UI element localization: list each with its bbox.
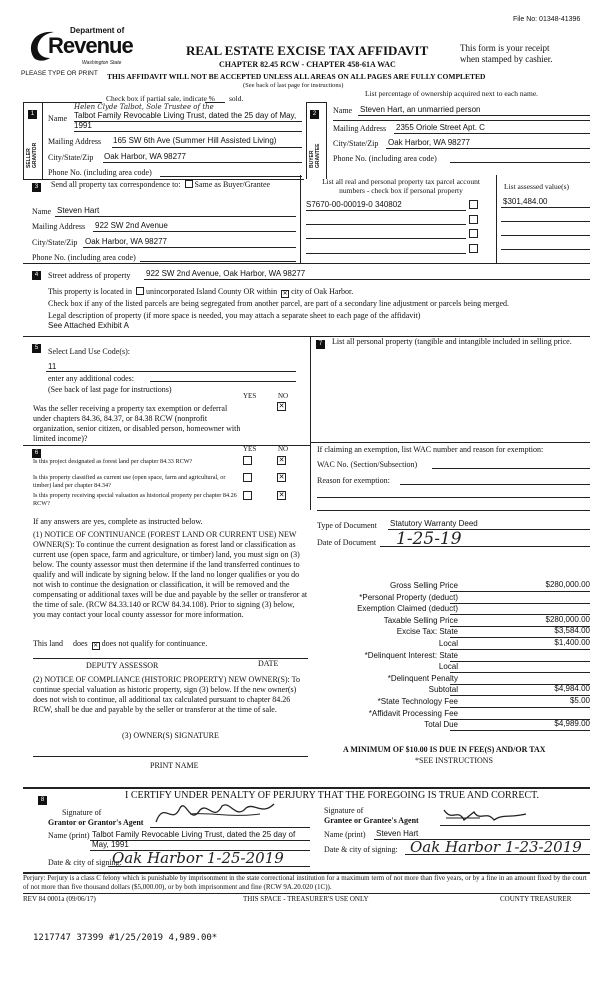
no-header-6: NO: [278, 445, 289, 453]
please-type: PLEASE TYPE OR PRINT: [21, 70, 98, 77]
calc-value[interactable]: $280,000.00: [450, 615, 590, 627]
document-type-label: Type of Document: [317, 521, 377, 530]
warning: THIS AFFIDAVIT WILL NOT BE ACCEPTED UNLESS ALL AREAS ON ALL PAGES ARE FULLY COMPLETED: [107, 72, 486, 81]
calc-value[interactable]: $1,400.00: [450, 638, 590, 650]
forest-q2-yes-checkbox[interactable]: [243, 473, 252, 482]
forest-q2: Is this property classified as current use (open space, farm and agricultural, or timber) land per chapter 84.34?: [33, 474, 226, 489]
unincorporated-checkbox[interactable]: [136, 287, 144, 295]
minimum-fee-note: A MINIMUM OF $10.00 IS DUE IN FEE(S) AND/OR TAX: [343, 745, 546, 754]
corr-name-field[interactable]: Steven Hart: [57, 206, 100, 215]
forest-q2-no-checkbox[interactable]: ✕: [278, 473, 285, 481]
land-use-label: Select Land Use Code(s):: [48, 347, 130, 356]
segregated-line: Check box if any of the listed parcels are being segregated from another parcel, are part of a secondary line adjustment or parcels being merged.: [48, 299, 509, 308]
grantor-name-print-field[interactable]: Talbot Family Revocable Living Trust, dated the 25 day of May, 1991: [92, 830, 296, 849]
calc-label: Subtotal: [428, 685, 458, 694]
document-date-label: Date of Document: [317, 538, 377, 547]
parcel-number-field[interactable]: S7670-00-00019-0 340802: [306, 200, 402, 209]
land-use-code-field[interactable]: 11: [48, 362, 57, 371]
corr-mail-label: Mailing Address: [32, 222, 86, 231]
yes-header-6: YES: [243, 445, 257, 453]
located-line: This property is located in unincorporated Island County OR within ✕ city of Oak Harbor.: [48, 287, 354, 297]
calc-label: *Affidavit Processing Fee: [368, 709, 458, 718]
file-number: File No: 01348-41396: [513, 16, 581, 23]
forest-q1: Is this project designated as forest land per chapter 84.33 RCW?: [33, 458, 193, 465]
calc-label: Excise Tax: State: [396, 627, 458, 636]
no-header-5: NO: [278, 392, 289, 400]
document-type-field[interactable]: Statutory Warranty Deed: [390, 519, 478, 528]
calc-label: Gross Selling Price: [389, 581, 458, 590]
buyer-city-field[interactable]: Oak Harbor, WA 98277: [388, 138, 470, 147]
section-4-number: 4: [32, 271, 41, 280]
forest-instructions: If any answers are yes, complete as instructed below.: [33, 517, 203, 526]
deputy-assessor-label: DEPUTY ASSESSOR: [86, 661, 159, 670]
street-field[interactable]: 922 SW 2nd Avenue, Oak Harbor, WA 98277: [146, 269, 306, 278]
same-as-buyer-checkbox[interactable]: [185, 180, 193, 188]
dor-logo: [26, 24, 133, 70]
owner-signature-label: (3) OWNER(S) SIGNATURE: [122, 731, 219, 740]
does-not-qualify-checkbox[interactable]: ✕: [93, 642, 99, 649]
calc-label: Local: [438, 639, 458, 648]
assessor-date-label: DATE: [258, 659, 279, 668]
sold-label: sold.: [229, 94, 244, 103]
calc-label: *Delinquent Interest: State: [364, 651, 458, 660]
form-subtitle: CHAPTER 82.45 RCW - CHAPTER 458-61A WAC: [219, 60, 396, 69]
parcel-4-personal-checkbox[interactable]: [469, 244, 478, 253]
land-use-see-back: (See back of last page for instructions): [48, 385, 172, 394]
grantor-sig-label1: Signature of: [62, 808, 102, 817]
grantee-date-city-field[interactable]: Oak Harbor 1-23-2019: [410, 838, 582, 856]
see-instructions-note: *SEE INSTRUCTIONS: [415, 756, 494, 765]
parcel-3-personal-checkbox[interactable]: [469, 229, 478, 238]
parcel-header: List all real and personal property tax parcel account numbers - check box if personal property: [322, 177, 480, 195]
section-7-number: 7: [316, 340, 325, 349]
buyer-side-label: BUYER GRANTEE: [309, 143, 321, 168]
buyer-name-label: Name: [333, 106, 353, 115]
legal-field[interactable]: See Attached Exhibit A: [48, 321, 129, 330]
seller-city-label: City/State/Zip: [48, 153, 94, 162]
legal-label: Legal description of property (if more space is needed, you may attach a separate sheet to each page of the affidavit): [48, 311, 421, 320]
grantor-signature[interactable]: [150, 796, 280, 830]
buyer-mail-label: Mailing Address: [333, 124, 387, 133]
calc-label: Local: [438, 662, 458, 671]
grantor-date-city-label: Date & city of signing:: [48, 858, 122, 867]
agency-line1: Department of: [70, 26, 125, 35]
section-5-number: 5: [32, 344, 41, 353]
section-1-number: 1: [28, 110, 37, 119]
grantee-name-print-label: Name (print): [324, 830, 366, 839]
seller-name-handwritten: Helen Clyde Talbot, Sole Trustee of the: [74, 103, 214, 111]
treasurer-space-label: THIS SPACE - TREASURER'S USE ONLY: [243, 895, 369, 903]
buyer-phone-label: Phone No. (including area code): [333, 154, 437, 163]
tax-exemption-no-checkbox[interactable]: ✕: [278, 402, 285, 410]
seller-name-label: Name: [48, 114, 68, 123]
seller-mail-label: Mailing Address: [48, 137, 102, 146]
calc-label: Exemption Claimed (deduct): [357, 604, 458, 613]
cashier-stamp: 1217747 37399 #1/25/2019 4,989.00*: [33, 933, 218, 943]
street-label: Street address of property: [48, 271, 131, 280]
assessed-header: List assessed value(s): [504, 182, 569, 191]
section-2-number: 2: [310, 110, 319, 119]
calc-label: Total Due: [424, 720, 458, 729]
seller-city-field[interactable]: Oak Harbor, WA 98277: [104, 152, 186, 161]
calc-value[interactable]: $5.00: [450, 696, 590, 708]
grantee-name-print-field[interactable]: Steven Hart: [376, 829, 419, 838]
agency-line3: Washington State: [82, 60, 122, 66]
section-8-number: 8: [38, 796, 47, 805]
calc-label: *Personal Property (deduct): [359, 593, 458, 602]
calc-value[interactable]: $3,584.00: [450, 626, 590, 638]
print-name-label: PRINT NAME: [150, 761, 199, 770]
document-date-field[interactable]: 1-25-19: [396, 529, 462, 549]
grantee-sig-label2: Grantee or Grantee's Agent: [324, 816, 419, 825]
section-6-number: 6: [32, 449, 41, 458]
corr-city-field[interactable]: Oak Harbor, WA 98277: [85, 237, 167, 246]
forest-q3: Is this property receiving special valuation as historical property per chapter 84.26 RCW?: [33, 492, 237, 507]
buyer-name-field[interactable]: Steven Hart, an unmarried person: [360, 105, 481, 114]
corr-city-label: City/State/Zip: [32, 238, 78, 247]
section-3-number: 3: [32, 183, 41, 192]
city-checkbox[interactable]: ✕: [282, 290, 288, 297]
seller-name-field[interactable]: Talbot Family Revocable Living Trust, dated the 25 day of May, 1991: [74, 111, 297, 130]
tax-exemption-question: Was the seller receiving a property tax exemption or deferral under chapters 84.36, 84.37, or 84.38 RCW (nonprofit organization, senior citizen, or disabled person, homeowner with limited income)?: [33, 404, 241, 443]
receipt-note2: when stamped by cashier.: [460, 54, 553, 64]
qualify-line: This land does ✕ does not qualify for continuance.: [33, 639, 208, 649]
calc-value[interactable]: $280,000.00: [450, 580, 590, 592]
forest-q3-no-checkbox[interactable]: ✕: [278, 491, 285, 499]
calc-label: *State Technology Fee: [377, 697, 458, 706]
certify-statement: I CERTIFY UNDER PENALTY OF PERJURY THAT THE FOREGOING IS TRUE AND CORRECT.: [125, 790, 539, 801]
forest-q1-yes-checkbox[interactable]: [243, 456, 252, 465]
grantor-date-city-field[interactable]: Oak Harbor 1-25-2019: [112, 849, 284, 867]
calc-label: Taxable Selling Price: [383, 616, 458, 625]
yes-header-5: YES: [243, 392, 257, 400]
grantor-sig-label2: Grantor or Grantor's Agent: [48, 818, 144, 827]
see-back: (See back of last page for instructions): [243, 82, 344, 89]
parcel-1-personal-checkbox[interactable]: [469, 200, 478, 209]
notice-of-compliance: (2) NOTICE OF COMPLIANCE (HISTORIC PROPERTY) NEW OWNER(S): To continue special valuation as historic property, sign (3) below. If the new owner(s) does not wish to continue, all additional tax calculated pursuant to chapter 84.26 RCW, shall be due and payable by the seller or transferor at the time of sale.: [33, 675, 300, 714]
seller-mail-field[interactable]: 165 SW 6th Ave (Summer Hill Assisted Living): [113, 136, 277, 145]
forest-q1-no-checkbox[interactable]: ✕: [278, 456, 285, 464]
county-treasurer-label: COUNTY TREASURER: [500, 895, 572, 903]
assessed-value-field[interactable]: $301,484.00: [503, 197, 548, 206]
calc-value[interactable]: $4,989.00: [450, 719, 590, 731]
buyer-city-label: City/State/Zip: [333, 139, 379, 148]
corr-mail-field[interactable]: 922 SW 2nd Avenue: [95, 221, 168, 230]
notice-of-continuance: (1) NOTICE OF CONTINUANCE (FOREST LAND OR CURRENT USE) NEW OWNER(S): To continue the current designation as forest land or classification as current use (open space, farm and agriculture, or timber) land, you must sign on (3) below. The county assessor must then determine if the land transferred continues to qualify and will indicate by signing below. If the land no longer qualifies or you do not wish to continue the designation or classification, it will be removed and the compensating or additional taxes will be due and payable by the seller or transferor at the time of sale. (RCW 84.33.140 or RCW 84.34.108). Prior to signing (3) below, you may contact your local county assessor for more information.: [33, 530, 308, 619]
buyer-mail-field[interactable]: 2355 Oriole Street Apt. C: [396, 123, 485, 132]
additional-codes-label: enter any additional codes:: [48, 374, 134, 383]
personal-property-label: List all personal property (tangible and intangible included in selling price.: [332, 337, 572, 346]
calc-value[interactable]: [450, 603, 590, 615]
forest-q3-yes-checkbox[interactable]: [243, 491, 252, 500]
grantor-name-print-label: Name (print): [48, 831, 90, 840]
agency-line2: Revenue: [48, 33, 133, 58]
ownership-note: List percentage of ownership acquired next to each name.: [365, 89, 539, 98]
seller-side-label: SELLER GRANTOR: [26, 142, 38, 168]
grantee-sig-label1: Signature of: [324, 806, 364, 815]
reason-label: Reason for exemption:: [317, 476, 390, 485]
form-title: REAL ESTATE EXCISE TAX AFFIDAVIT: [186, 43, 429, 58]
parcel-2-personal-checkbox[interactable]: [469, 215, 478, 224]
calc-value[interactable]: $4,984.00: [450, 684, 590, 696]
corr-name-label: Name: [32, 207, 52, 216]
exemption-label: If claiming an exemption, list WAC number and reason for exemption:: [317, 445, 544, 454]
wac-label: WAC No. (Section/Subsection): [317, 460, 418, 469]
calc-label: *Delinquent Penalty: [387, 674, 458, 683]
calc-value[interactable]: [450, 661, 590, 673]
correspondence-label: Send all property tax correspondence to: Same as Buyer/Grantee: [51, 180, 271, 189]
perjury-notice: Perjury: Perjury is a class C felony which is punishable by imprisonment in the state correctional institution for a maximum term of not more than five years, or by a fine in an amount fixed by the court of not more than five thousand dollars ($5,000.00), or by both imprisonment and fine (RCW 9A.20.020 (1C)).: [23, 874, 587, 891]
receipt-note1: This form is your receipt: [460, 43, 550, 53]
corr-phone-label: Phone No. (including area code): [32, 253, 136, 262]
form-revision: REV 84 0001a (09/06/17): [23, 895, 96, 903]
partial-sale-label: Check box if partial sale, indicate %: [106, 94, 215, 103]
seller-phone-label: Phone No. (including area code): [48, 168, 152, 177]
grantee-date-city-label: Date & city of signing:: [324, 845, 398, 854]
